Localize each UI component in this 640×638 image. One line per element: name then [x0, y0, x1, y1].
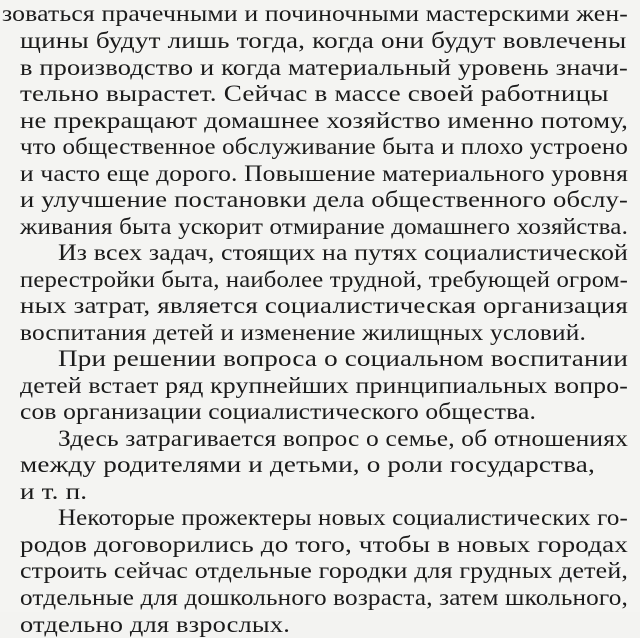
line-text: отдельные для дошкольного возраста, затем школьного,	[20, 585, 629, 610]
text-line	[0, 345, 640, 372]
line-text: что общественное обслуживание быта и плохо устроено	[20, 134, 628, 159]
line-text: Здесь затрагивается вопрос о семье, об отношениях	[58, 426, 628, 451]
line-text: в производство и когда материальный уровень значи-	[20, 55, 629, 80]
text-line	[0, 239, 640, 266]
text-line	[0, 80, 640, 107]
text-line	[0, 186, 640, 213]
line-text: При решении вопроса о социальном воспитании	[58, 346, 628, 371]
line-text: тельно вырастет. Сейчас в массе своей работницы	[20, 81, 609, 106]
text-line	[0, 372, 640, 399]
line-text: зоваться прачечными и починочными мастерскими жен-	[2, 1, 629, 26]
text-line	[0, 160, 640, 187]
line-text: и т. п.	[20, 479, 88, 504]
line-text: Некоторые прожектеры новых социалистических го-	[58, 505, 628, 530]
text-line	[0, 425, 640, 452]
text-line	[0, 292, 640, 319]
line-text: родов договорились до того, чтобы в новых городах	[20, 532, 629, 557]
line-text: не прекращают домашнее хозяйство именно потому,	[20, 108, 629, 133]
text-line	[0, 531, 640, 558]
text-line	[0, 133, 640, 160]
line-text: щины будут лишь тогда, когда они будут вовлечены	[20, 28, 627, 53]
line-text: перестройки быта, наиболее трудной, требующей огром-	[20, 267, 629, 292]
text-line	[0, 584, 640, 611]
text-line	[0, 27, 640, 54]
text-line	[0, 54, 640, 81]
line-text: детей встает ряд крупнейших принципиальных вопро-	[20, 373, 628, 398]
line-text: между родителями и детьми, о роли государства,	[20, 452, 595, 477]
line-text: живания быта ускорит отмирание домашнего хозяйства.	[20, 214, 628, 239]
line-text: строить сейчас отдельные городки для грудных детей,	[20, 558, 629, 583]
text-line	[0, 611, 640, 638]
line-text: воспитания детей и изменение жилищных условий.	[20, 320, 586, 345]
text-line	[0, 504, 640, 531]
text-line	[0, 107, 640, 134]
text-line	[0, 319, 640, 346]
line-text: сов организации социалистического общества.	[20, 399, 536, 424]
text-line	[0, 398, 640, 425]
text-line	[0, 478, 640, 505]
line-text: ных затрат, является социалистическая организация	[20, 293, 629, 318]
text-line	[0, 0, 640, 27]
text-line	[0, 213, 640, 240]
text-line	[0, 451, 640, 478]
line-text: и часто еще дорого. Повышение материального уровня	[20, 161, 628, 186]
text-line	[0, 557, 640, 584]
line-text: Из всех задач, стоящих на путях социалистической	[58, 240, 629, 265]
line-text: отдельно для взрослых.	[20, 612, 290, 637]
line-text: и улучшение постановки дела общественного обслу-	[20, 187, 629, 212]
text-line	[0, 266, 640, 293]
